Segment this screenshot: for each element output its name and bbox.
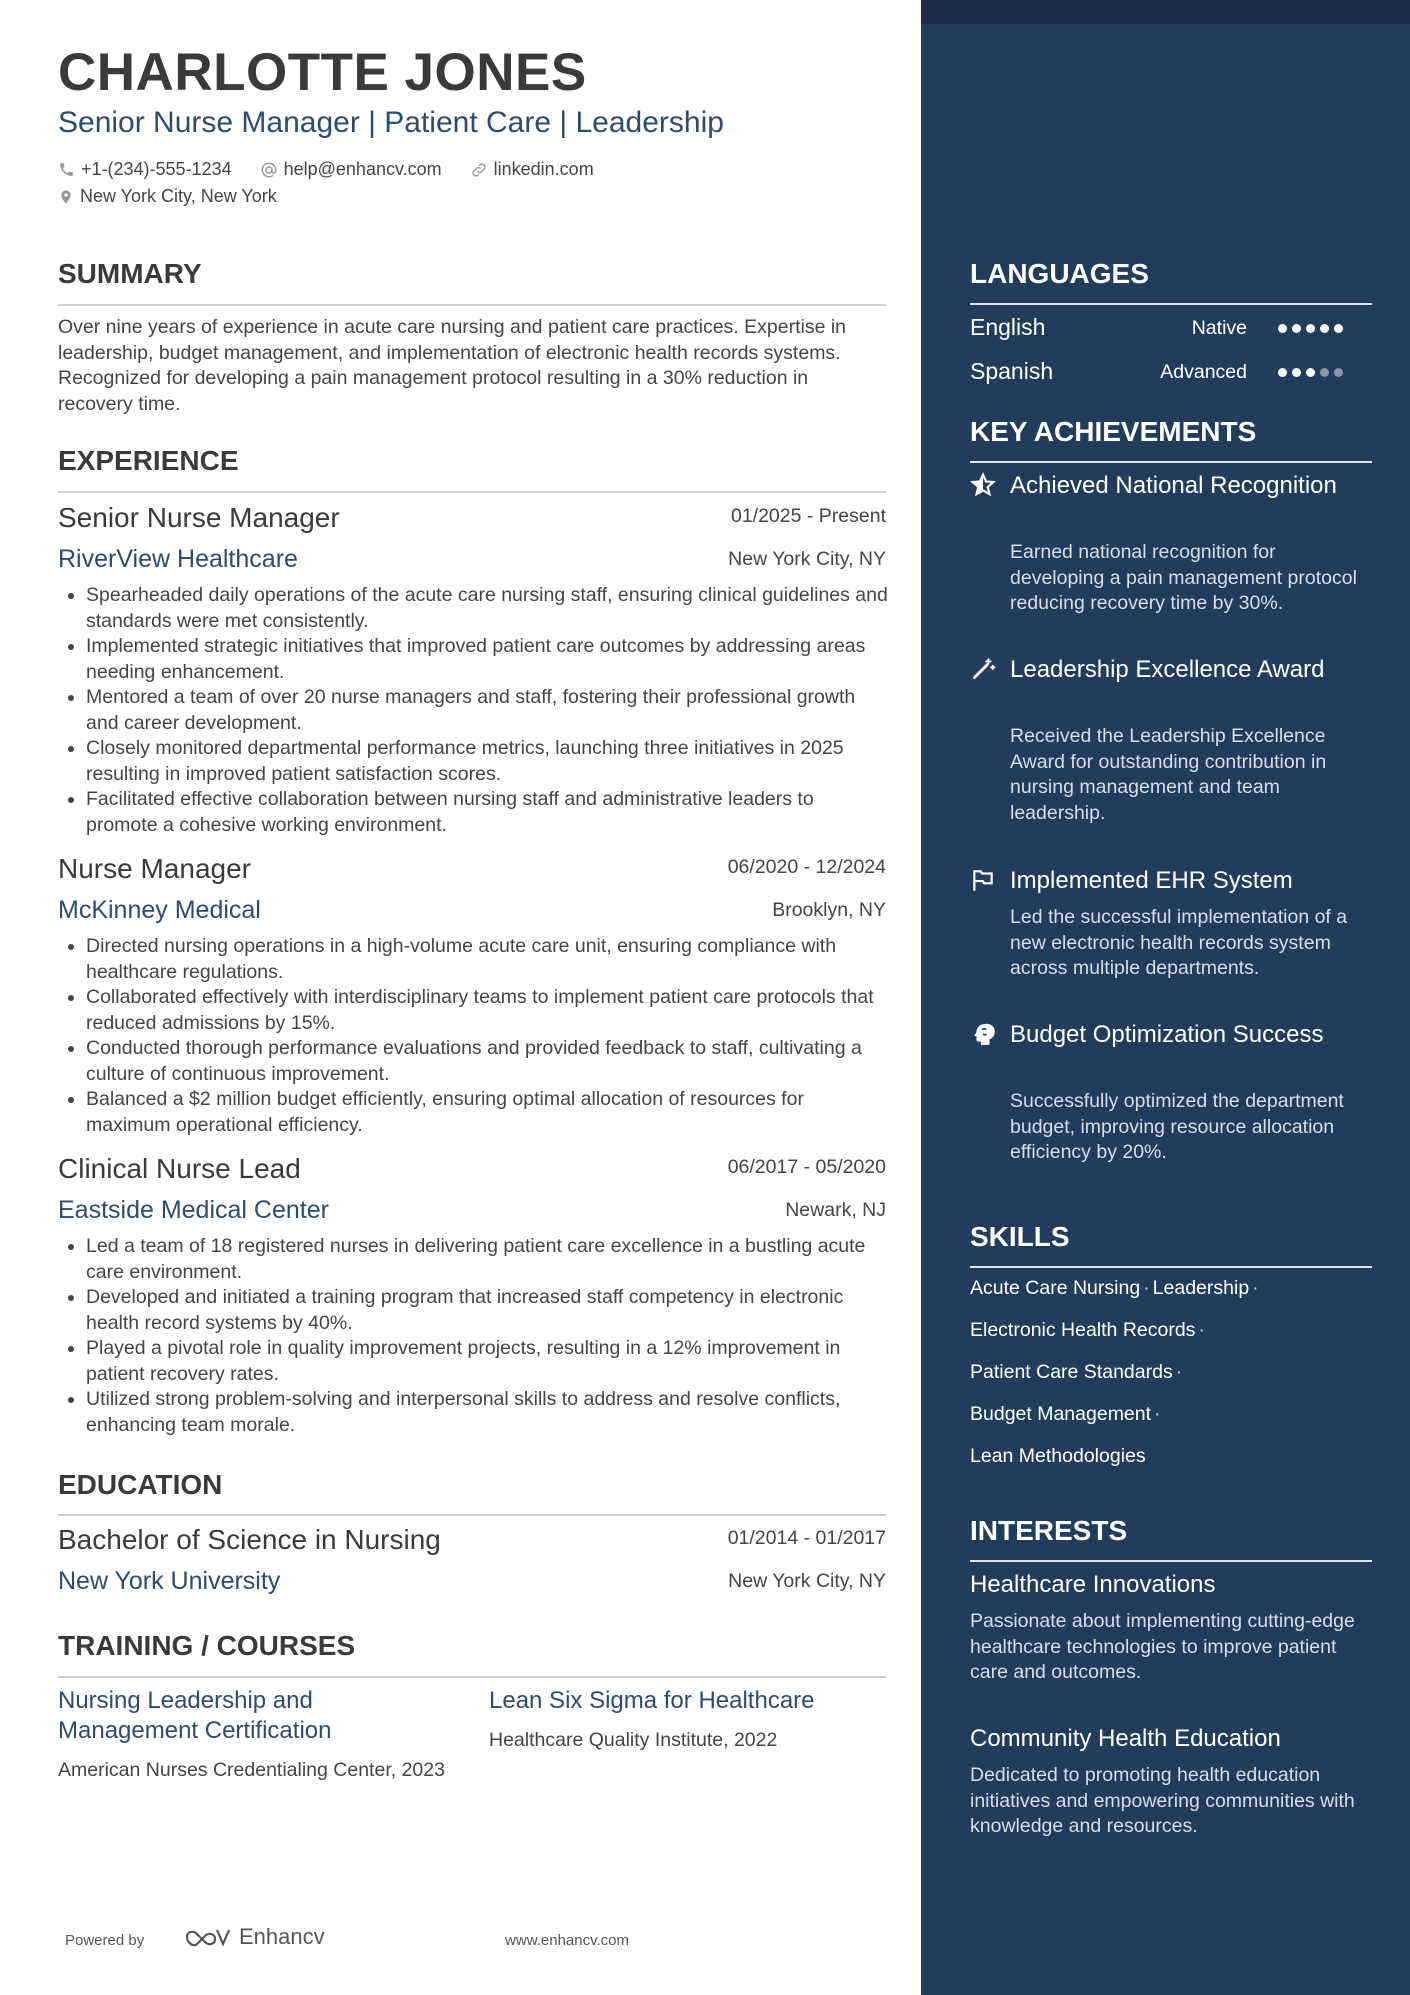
contact-row [58, 159, 594, 180]
achievements-divider [970, 461, 1372, 463]
language-name: English [970, 314, 1046, 340]
course-title: Nursing Leadership and Management Certification [58, 1687, 332, 1744]
experience-divider [58, 491, 886, 493]
summary-text: Over nine years of experience in acute care nursing and patient care practices. Expertise in leadership, budget management, and implementation of electronic health records systems. Recognized for developing a pain management protocol resulting in a 30% reduction in recovery time. [58, 316, 847, 415]
course-provider: Healthcare Quality Institute, 2022 [489, 1729, 778, 1751]
footer-url[interactable]: www.enhancv.com [505, 1932, 629, 1949]
job-title: Clinical Nurse Lead [58, 1153, 301, 1184]
achievement-title: Implemented EHR System [1010, 867, 1293, 894]
achievements-heading: KEY ACHIEVEMENTS [970, 416, 1257, 447]
interest-title: Healthcare Innovations [970, 1571, 1216, 1598]
summary-divider [58, 304, 886, 306]
at-icon [260, 161, 278, 179]
rating-dot-filled [1292, 368, 1301, 377]
skills-list [970, 1275, 1370, 1485]
job-title: Senior Nurse Manager [58, 502, 340, 533]
sidebar [921, 0, 1410, 1995]
achievement-description: Successfully optimized the department budget, improving resource allocation efficiency by 20%. [1010, 1090, 1344, 1163]
sidebar-top-bar [921, 0, 1410, 24]
bullet-item: • Balanced a $2 million budget efficiently, ensuring optimal allocation of resources for maximum operational efficiency. [86, 1087, 888, 1138]
skills-row [970, 1275, 1370, 1317]
job-dates: 01/2025 - Present [730, 505, 886, 527]
bullet-item: • Closely monitored departmental performance metrics, launching three initiatives in 2025 resulting in improved patient satisfaction scores. [86, 736, 888, 787]
skill-tag: Patient Care Standards [970, 1361, 1173, 1383]
job-location: Brooklyn, NY [772, 899, 886, 921]
job-dates: 06/2017 - 05/2020 [727, 1156, 886, 1178]
location-pin-icon [58, 188, 74, 206]
language-name: Spanish [970, 358, 1054, 384]
skills-divider [970, 1266, 1372, 1268]
link-icon [470, 161, 488, 179]
company-name: RiverView Healthcare [58, 545, 298, 573]
rating-dot-filled [1306, 368, 1315, 377]
brain-icon [970, 1021, 996, 1047]
languages-divider [970, 303, 1372, 305]
language-rating [1278, 324, 1343, 333]
skill-separator: · [1175, 1361, 1183, 1383]
skill-tag: Leadership [1152, 1277, 1250, 1299]
company-name: McKinney Medical [58, 896, 261, 924]
language-level: Advanced [1160, 361, 1247, 383]
location-text: New York City, New York [80, 186, 277, 206]
rating-dot-empty [1320, 368, 1329, 377]
interests-heading: INTERESTS [970, 1515, 1128, 1546]
bullet-item: • Conducted thorough performance evaluations and provided feedback to staff, cultivating a culture of continuous improvement. [86, 1036, 888, 1087]
bullet-item: • Utilized strong problem-solving and interpersonal skills to address and resolve conflicts, enhancing team morale. [86, 1387, 888, 1438]
rating-dot-filled [1278, 368, 1287, 377]
interest-title: Community Health Education [970, 1725, 1281, 1752]
summary-heading: SUMMARY [58, 258, 202, 289]
job-dates: 06/2020 - 12/2024 [727, 856, 886, 878]
headline: Senior Nurse Manager | Patient Care | Leadership [58, 106, 724, 139]
training-heading: TRAINING / COURSES [58, 1630, 356, 1661]
brand-name: Enhancv [239, 1924, 325, 1949]
contact-location [58, 186, 277, 207]
skills-row [970, 1317, 1370, 1359]
phone-text[interactable]: +1-(234)-555-1234 [81, 159, 232, 179]
bullet-item: • Collaborated effectively with interdisciplinary teams to implement patient care protocols that reduced admissions by 15%. [86, 985, 888, 1036]
skill-separator: · [1154, 1403, 1161, 1425]
job-title: Nurse Manager [58, 853, 251, 884]
job-location: New York City, NY [728, 548, 886, 570]
job-location: Newark, NJ [785, 1199, 886, 1221]
skills-row [970, 1401, 1370, 1443]
school-location: New York City, NY [728, 1570, 886, 1592]
languages-heading: LANGUAGES [970, 258, 1149, 289]
enhancv-logo-icon [183, 1925, 231, 1949]
powered-by-label: Powered by [65, 1932, 145, 1949]
rating-dot-empty [1334, 368, 1343, 377]
company-name: Eastside Medical Center [58, 1196, 329, 1224]
phone-icon [58, 161, 75, 178]
linkedin-link[interactable]: linkedin.com [493, 159, 594, 179]
enhancv-logo[interactable] [183, 1924, 325, 1950]
training-divider [58, 1676, 886, 1678]
star-icon [970, 472, 996, 498]
language-level: Native [1191, 317, 1247, 339]
education-dates: 01/2014 - 01/2017 [727, 1527, 886, 1549]
school-name: New York University [58, 1567, 281, 1595]
skills-row [970, 1359, 1370, 1401]
rating-dot-filled [1292, 324, 1301, 333]
location-item [58, 186, 277, 207]
job-bullets [58, 583, 888, 838]
achievement-description: Earned national recognition for developing a pain management protocol reducing recovery time by 30%. [1010, 541, 1357, 614]
skill-tag: Electronic Health Records [970, 1319, 1196, 1341]
skill-tag: Budget Management [970, 1403, 1152, 1425]
bullet-item: • Directed nursing operations in a high-volume acute care unit, ensuring compliance with healthcare regulations. [86, 934, 888, 985]
achievement-description: Led the successful implementation of a new electronic health records system across multiple departments. [1010, 906, 1348, 979]
interest-description: Passionate about implementing cutting-edge healthcare technologies to improve patient care and outcomes. [970, 1610, 1355, 1683]
contact-email [260, 159, 442, 180]
job-bullets [58, 934, 888, 1138]
magic-wand-icon [970, 656, 996, 682]
skill-tag: Acute Care Nursing [970, 1277, 1141, 1299]
skills-row [970, 1443, 1370, 1485]
bullet-item: • Developed and initiated a training program that increased staff competency in electronic health record systems by 40%. [86, 1285, 888, 1336]
skill-separator: · [1198, 1319, 1205, 1341]
achievement-title: Leadership Excellence Award [1010, 656, 1325, 683]
candidate-name: CHARLOTTE JONES [58, 43, 587, 102]
course-title: Lean Six Sigma for Healthcare [489, 1687, 815, 1714]
interest-description: Dedicated to promoting health education initiatives and empowering communities with knowledge and resources. [970, 1764, 1355, 1837]
course-provider: American Nurses Credentialing Center, 2023 [58, 1759, 445, 1781]
flag-icon [970, 867, 996, 893]
bullet-item: • Led a team of 18 registered nurses in delivering patient care excellence in a bustling acute care environment. [86, 1234, 888, 1285]
contact-linkedin [470, 159, 594, 180]
skill-separator: · [1252, 1277, 1259, 1299]
degree-title: Bachelor of Science in Nursing [58, 1524, 441, 1555]
skill-separator: · [1143, 1277, 1150, 1299]
email-link[interactable]: help@enhancv.com [283, 159, 442, 179]
education-heading: EDUCATION [58, 1469, 223, 1500]
experience-heading: EXPERIENCE [58, 445, 239, 476]
bullet-item: • Facilitated effective collaboration between nursing staff and administrative leaders to promote a cohesive working environment. [86, 787, 888, 838]
achievement-title: Achieved National Recognition [1010, 472, 1337, 499]
bullet-item: • Spearheaded daily operations of the acute care nursing staff, ensuring clinical guidelines and standards were met consistently. [86, 583, 888, 634]
job-bullets [58, 1234, 888, 1438]
bullet-item: • Mentored a team of over 20 nurse managers and staff, fostering their professional growth and career development. [86, 685, 888, 736]
bullet-item: • Implemented strategic initiatives that improved patient care outcomes by addressing areas needing enhancement. [86, 634, 888, 685]
rating-dot-filled [1334, 324, 1343, 333]
rating-dot-filled [1278, 324, 1287, 333]
achievement-description: Received the Leadership Excellence Award for outstanding contribution in nursing management and team leadership. [1010, 725, 1327, 824]
rating-dot-filled [1320, 324, 1329, 333]
rating-dot-filled [1306, 324, 1315, 333]
interests-divider [970, 1560, 1372, 1562]
bullet-item: • Played a pivotal role in quality improvement projects, resulting in a 12% improvement in patient recovery rates. [86, 1336, 888, 1387]
education-divider [58, 1514, 886, 1516]
skills-heading: SKILLS [970, 1221, 1070, 1252]
contact-phone [58, 159, 232, 180]
language-rating [1278, 368, 1343, 377]
skill-tag: Lean Methodologies [970, 1445, 1146, 1467]
achievement-title: Budget Optimization Success [1010, 1021, 1324, 1048]
